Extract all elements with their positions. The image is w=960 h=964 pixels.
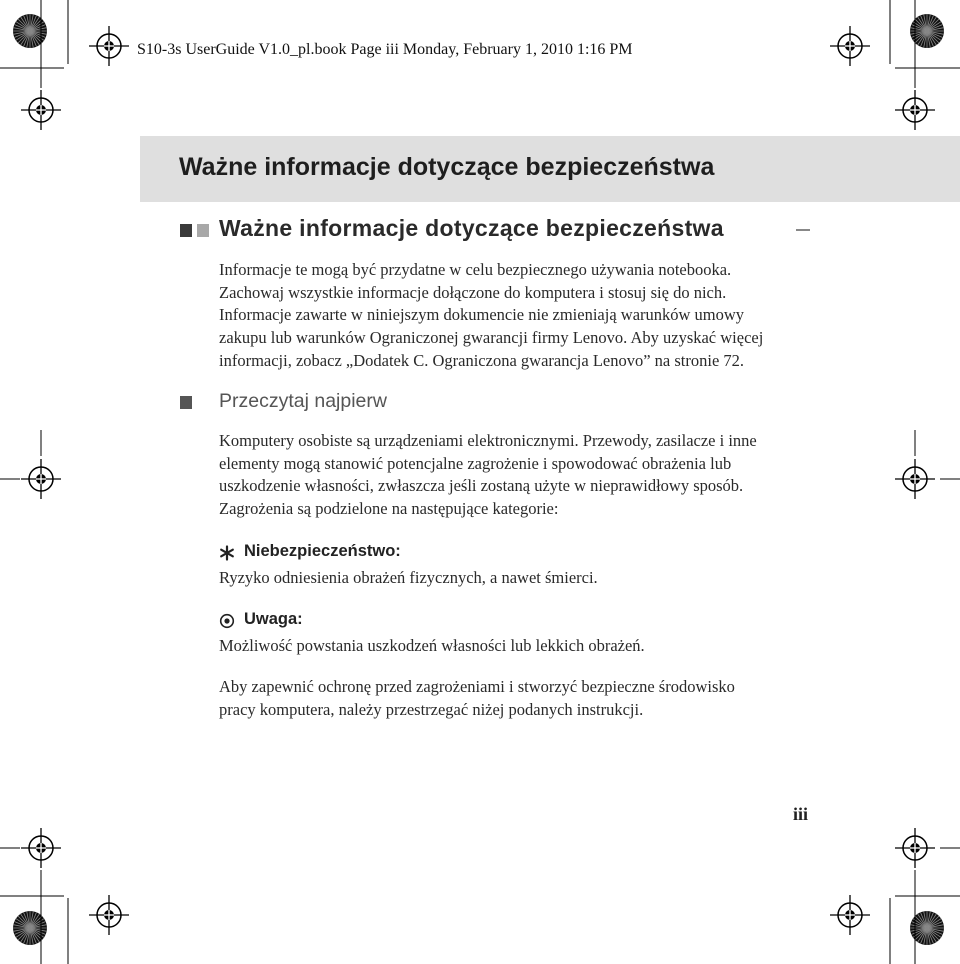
section-title: Ważne informacje dotyczące bezpieczeństwa (219, 215, 724, 241)
reg-mark-top-right (830, 26, 870, 66)
reg-mark-top-left (89, 26, 129, 66)
body-line: elementy mogą stanowić potencjalne zagrożenie i spowodować obrażenia lub (219, 453, 732, 473)
reg-mark-right-lower (895, 828, 935, 868)
subsection-marker (180, 396, 192, 409)
starburst-bottom-left (13, 911, 47, 945)
header-file-line: S10-3s UserGuide V1.0_pl.book Page iii Monday, February 1, 2010 1:16 PM (137, 41, 633, 58)
closing-paragraph (219, 676, 819, 721)
body-line: Komputery osobiste są urządzeniami elektronicznymi. Przewody, zasilacze i inne (219, 431, 757, 450)
caution-text (219, 635, 819, 658)
caution-label: Uwaga: (244, 610, 303, 628)
reg-mark-left-middle (21, 459, 61, 499)
body-line: Zagrożenia są podzielone na następujące kategorie: (219, 499, 559, 519)
caution-text-line: Możliwość powstania uszkodzeń własności lub lekkich obrażeń. (219, 636, 645, 655)
body-paragraph (219, 430, 819, 521)
intro-line: Informacje te mogą być przydatne w celu bezpiecznego używania notebooka. (219, 260, 732, 279)
circled-dot-icon (219, 613, 235, 629)
section-square-light (197, 224, 209, 237)
danger-text-line: Ryzyko odniesienia obrażeń fizycznych, a nawet śmierci. (219, 568, 598, 587)
section-rule (796, 229, 810, 231)
reg-mark-left-lower (21, 828, 61, 868)
intro-paragraph (219, 259, 819, 373)
danger-label: Niebezpieczeństwo: (244, 542, 401, 560)
subsection-title: Przeczytaj najpierw (219, 390, 387, 412)
intro-line: informacji, zobacz „Dodatek C. Ograniczona gwarancja Lenovo” na stronie 72. (219, 350, 745, 370)
closing-line: Aby zapewnić ochronę przed zagrożeniami i stworzyć bezpieczne środowisko (219, 677, 735, 696)
reg-mark-bottom-left (89, 895, 129, 935)
closing-line: pracy komputera, należy przestrzegać niżej podanych instrukcji. (219, 699, 644, 719)
intro-line: Informacje zawarte w niniejszym dokumencie nie zmieniają warunków umowy (219, 305, 745, 325)
intro-line: zakupu lub warunków Ograniczonej gwarancji firmy Lenovo. Aby uzyskać więcej (219, 328, 764, 348)
intro-line: Zachowaj wszystkie informacje dołączone do komputera i stosuj się do nich. (219, 282, 727, 302)
body-line: uszkodzenie własności, zwłaszcza jeśli zostaną użyte w nieprawidłowy sposób. (219, 476, 744, 496)
page-number: iii (792, 804, 808, 824)
reg-mark-left-upper (21, 90, 61, 130)
section-square-dark (180, 224, 192, 237)
reg-mark-right-middle (895, 459, 935, 499)
chapter-title: Ważne informacje dotyczące bezpieczeństwa (179, 153, 715, 181)
reg-mark-right-upper (895, 90, 935, 130)
reg-mark-bottom-right (830, 895, 870, 935)
starburst-top-left (13, 14, 47, 48)
asterisk-icon (219, 545, 235, 561)
danger-text (219, 567, 819, 590)
